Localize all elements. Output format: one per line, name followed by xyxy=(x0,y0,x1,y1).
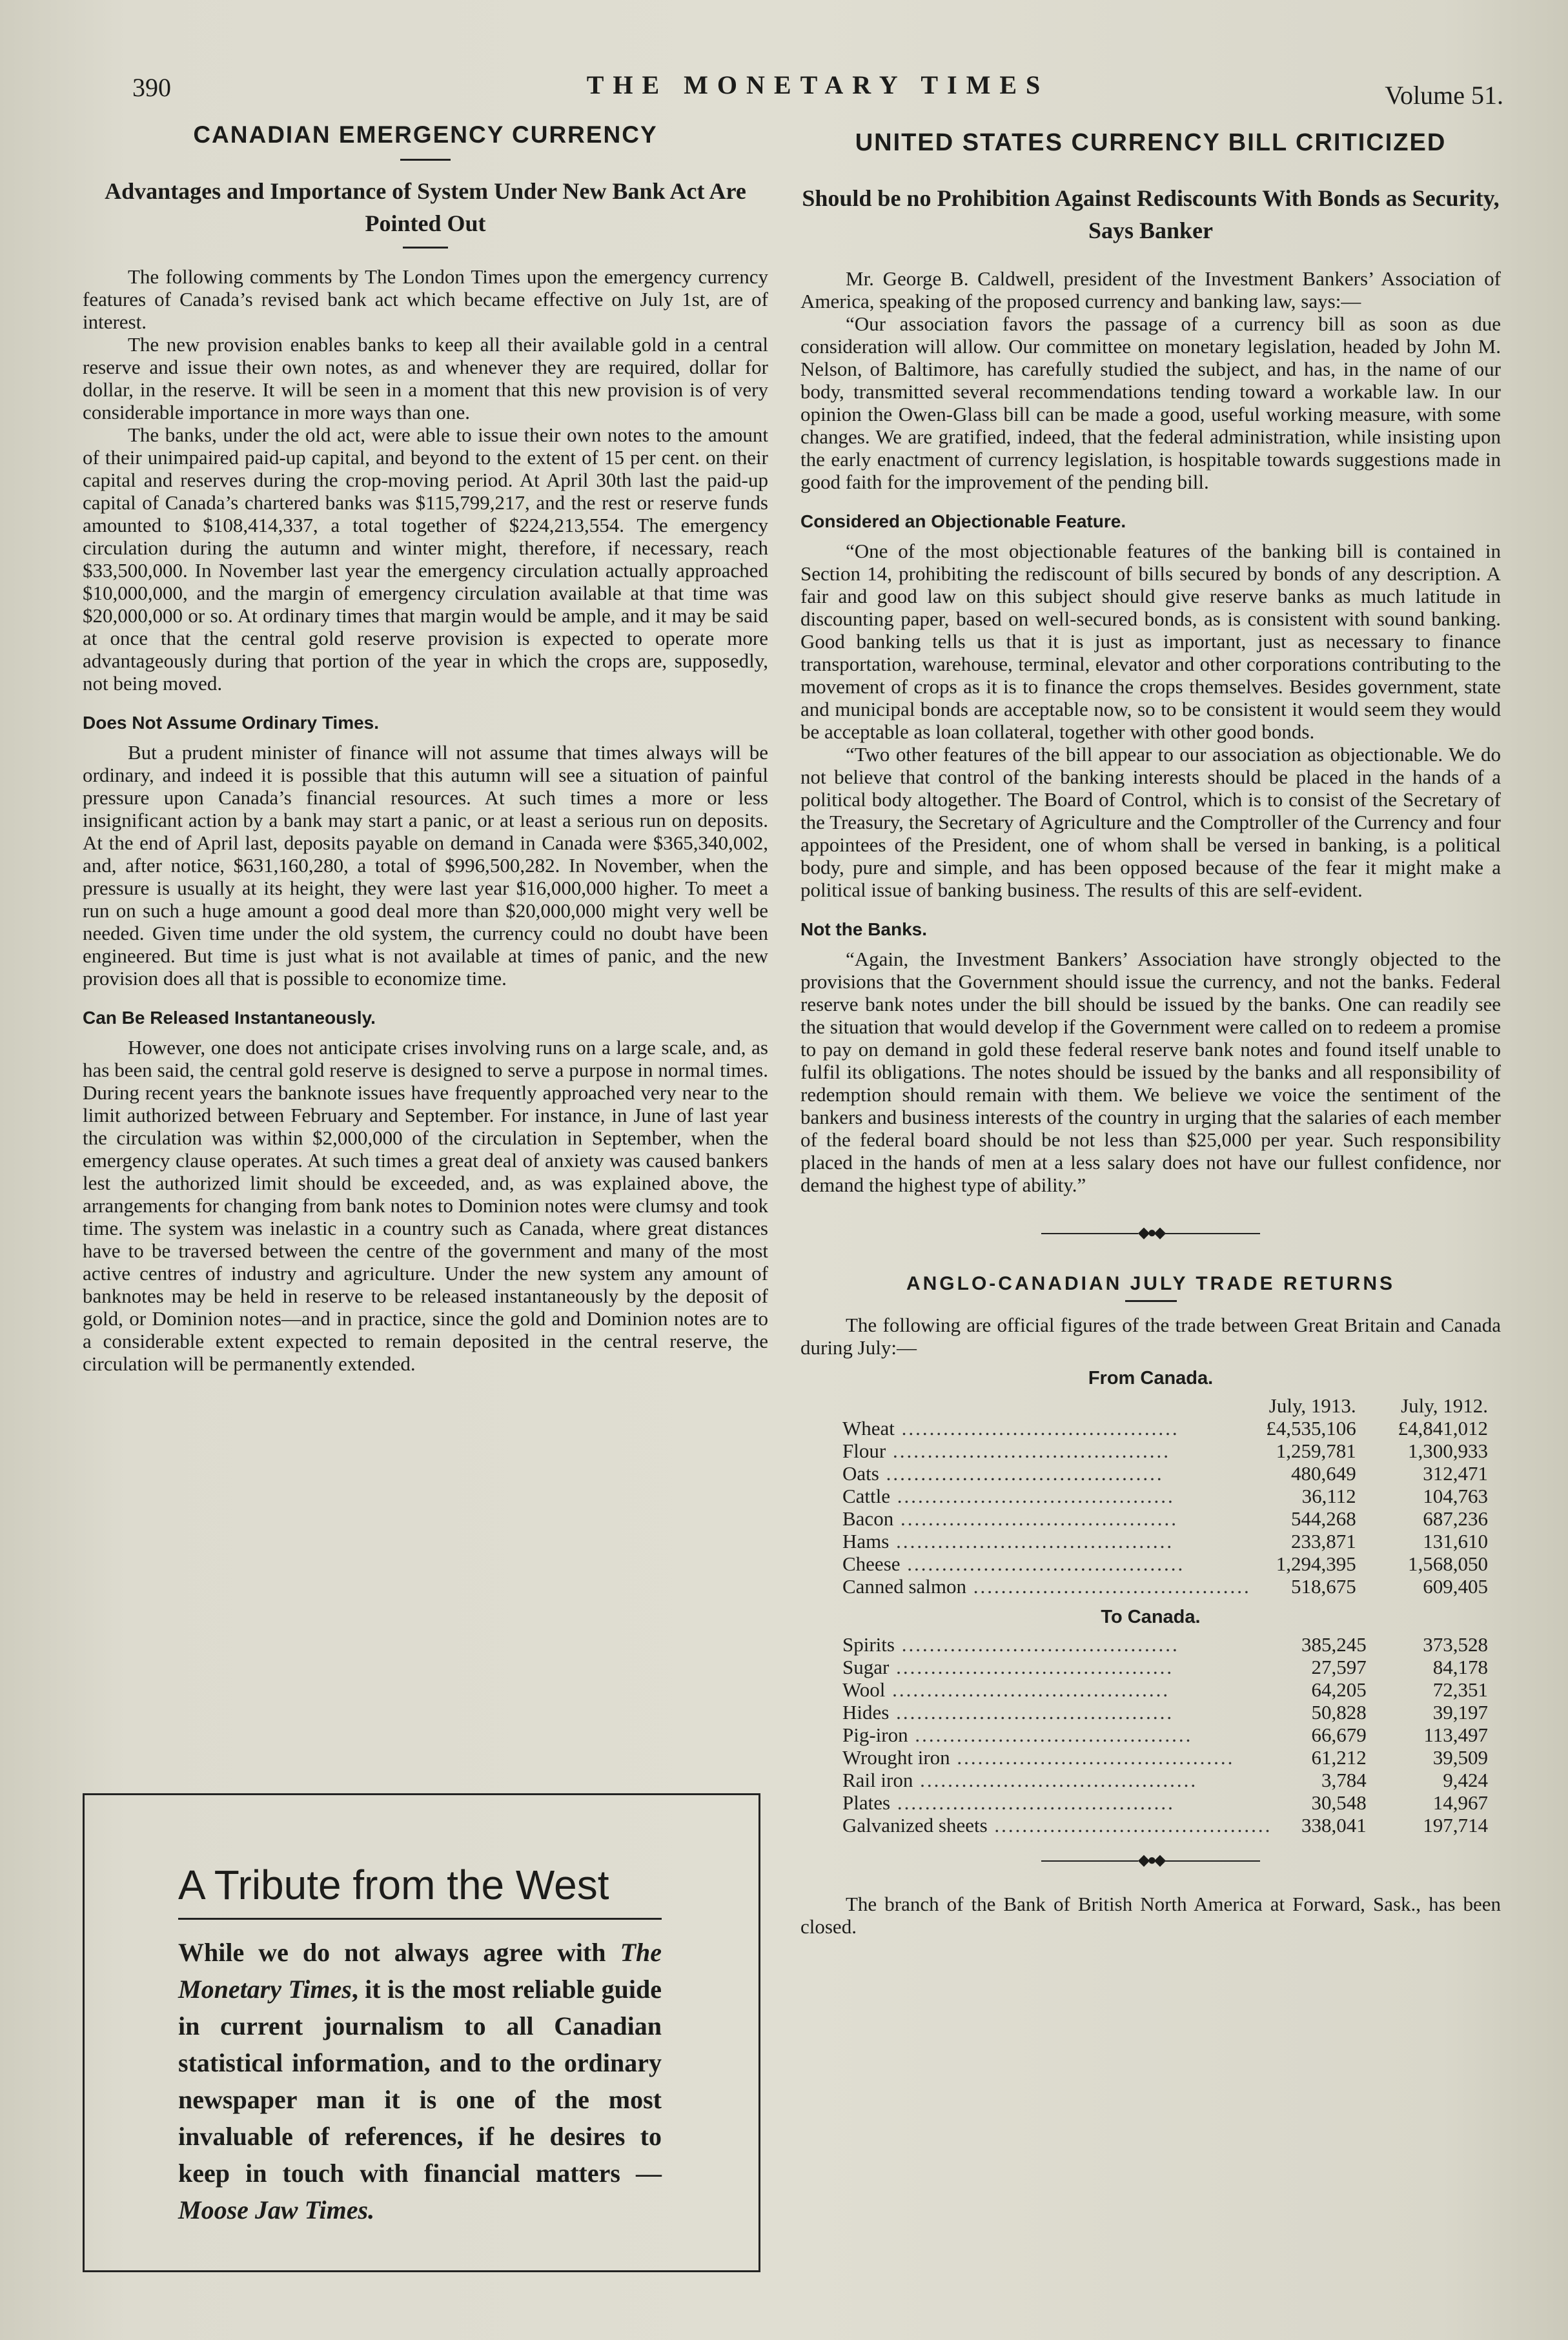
tribute-text-start: While we do not always agree with xyxy=(178,1938,620,1967)
left-column xyxy=(83,116,768,1375)
table-row: Wool ........................................ 64,205 72,351 xyxy=(842,1678,1488,1701)
tribute-box xyxy=(83,1793,760,2272)
commodity-name: Cattle xyxy=(842,1484,891,1507)
tribute-title: A Tribute from the West xyxy=(178,1862,609,1908)
tribute-text-end: , it is the most reliable guide in current journalism to all Canadian statistical information, and to the ordinary newspaper man it is one of the most invaluable of references, if he desires to keep in touch with financial matters — xyxy=(178,1975,662,2188)
tribute-source: Moose Jaw Times. xyxy=(178,2195,375,2224)
commodity-name: Cheese xyxy=(842,1552,901,1575)
value-1913: 27,597 xyxy=(1311,1655,1367,1678)
value-1912: 197,714 xyxy=(1423,1813,1488,1836)
value-1913: 518,675 xyxy=(1290,1574,1356,1598)
paragraph: The following comments by The London Times upon the emergency currency features of Canada’s revised bank act which became effective on July 1st, are of interest. xyxy=(83,265,768,333)
value-1913: 61,212 xyxy=(1311,1745,1367,1769)
table-row: Wrought iron ........................................ 61,212 39,509 xyxy=(842,1745,1488,1769)
subtitle-rule xyxy=(403,247,448,249)
value-1912: 687,236 xyxy=(1423,1507,1488,1530)
value-1912: 84,178 xyxy=(1432,1655,1488,1678)
commodity-name: Wheat xyxy=(842,1416,895,1440)
ornament-divider: ◆●◆ xyxy=(800,1851,1501,1869)
paragraph: The new provision enables banks to keep all their available gold in a central reserve and issue their own notes, as and whenever they are required, dollar for dollar, in the reserve. It will be seen in a moment that this new provision is of very considerable importance in more ways than one. xyxy=(83,332,768,423)
value-1912: 1,300,933 xyxy=(1408,1439,1488,1462)
column-header-1913: July, 1913. xyxy=(1268,1394,1356,1417)
table-row: Cattle ........................................ 36,112 104,763 xyxy=(842,1484,1488,1507)
paragraph: However, one does not anticipate crises involving runs on a large scale, and, as has been said, the central gold reserve is designed to serve a purpose in normal times. During recent years the banknote issues have frequently approached very near to the limit authorized between February and September. For instance, in June of last year the circulation was within $2,000,000 of the circulation in September, when the emergency clause operates. At such times a great deal of anxiety was caused bankers lest the authorized limit should be exceeded, and, as was explained above, the arrangements for changing from bank notes to Dominion notes were clumsy and took time. The system was inelastic in a country such as Canada, where great distances have to be traversed between the centre of the government and many of the most active centres of industry and agriculture. Under the new system any amount of banknotes may be held in reserve to be released instantaneously by the deposit of gold, or Dominion notes—and in practice, since the gold and Dominion notes are to a considerable extent expected to remain deposited in the central reserve, the circulation will be permanently extended. xyxy=(83,1035,768,1375)
title-rule xyxy=(400,159,451,161)
commodity-name: Hides xyxy=(842,1700,890,1724)
section-heading: Can Be Released Instantaneously. xyxy=(83,1007,376,1028)
paragraph: “One of the most objectionable features of the banking bill is contained in Section 14, prohibiting the rediscount of bills secured by bonds of any description. A fair and good law on this subject should give reserve banks as much latitude in discounting paper, based on well-secured bonds, as is consistent with sound banking. Good banking tells us that it is just as important, just as necessary to finance transportation, warehouse, terminal, elevator and other corporations contributing to the movement of crops as it is to finance the crops themselves. Besides government, state and municipal bonds are acceptable now, so to be consistent it would seem they would be acceptable as loan collateral, together with other good bonds. xyxy=(800,539,1501,743)
paragraph: “Our association favors the passage of a currency bill as soon as due consideration will allow. Our committee on monetary legislation, headed by John M. Nelson, of Baltimore, has carefully studied the subject, and has, in the name of our body, transmitted several recommendations tending toward a workable law. In our opinion the Owen-Glass bill can be made a good, useful working measure, with some changes. We are gratified, indeed, that the federal administration, while insisting upon the early enactment of currency legislation, is hospitable towards suggestions made in good faith for the improvement of the pending bill. xyxy=(800,312,1501,493)
table-row: Wheat ........................................ £4,535,106 £4,841,012 xyxy=(842,1416,1488,1440)
value-1912: 312,471 xyxy=(1423,1461,1488,1485)
page-header xyxy=(132,72,1503,111)
value-1912: 113,497 xyxy=(1423,1723,1488,1746)
value-1913: 544,268 xyxy=(1290,1507,1356,1530)
left-article-subtitle: Advantages and Importance of System Under New Bank Act Are Pointed Out xyxy=(105,178,746,237)
commodity-name: Plates xyxy=(842,1791,891,1814)
commodity-name: Bacon xyxy=(842,1507,894,1530)
table-row: Pig-iron ........................................ 66,679 113,497 xyxy=(842,1723,1488,1746)
value-1913: 3,784 xyxy=(1321,1768,1367,1791)
paragraph: “Two other features of the bill appear to our association as objectionable. We do not believe that control of the banking interests should be placed in the hands of a political body altogether. The Board of Control, which is to consist of the Secretary of the Treasury, the Secretary of Agriculture and the Comptroller of the Currency and four appointees of the President, one of whom shall be versed in banking, is a political body, pure and simple, and has been opposed because of the fear it might make a political issue of banking business. The results of this are self-evident. xyxy=(800,742,1501,901)
table-header-row xyxy=(842,1394,1488,1417)
from-canada-heading: From Canada. xyxy=(1088,1367,1214,1389)
masthead: THE MONETARY TIMES xyxy=(586,70,1050,99)
value-1912: 1,568,050 xyxy=(1408,1552,1488,1575)
commodity-name: Flour xyxy=(842,1439,886,1462)
commodity-name: Wool xyxy=(842,1678,886,1701)
table-row: Sugar ........................................ 27,597 84,178 xyxy=(842,1655,1488,1678)
commodity-name: Pig-iron xyxy=(842,1723,908,1746)
commodity-name: Rail iron xyxy=(842,1768,913,1791)
right-article-title: UNITED STATES CURRENCY BILL CRITICIZED xyxy=(855,129,1447,156)
value-1913: 1,259,781 xyxy=(1276,1439,1356,1462)
value-1913: 1,294,395 xyxy=(1276,1552,1356,1575)
value-1912: £4,841,012 xyxy=(1398,1416,1488,1440)
value-1912: 72,351 xyxy=(1432,1678,1488,1701)
value-1913: 50,828 xyxy=(1311,1700,1367,1724)
table-row: Canned salmon ........................................ 518,675 609,405 xyxy=(842,1574,1488,1598)
value-1912: 131,610 xyxy=(1423,1529,1488,1552)
right-column xyxy=(800,116,1501,1938)
paragraph: But a prudent minister of finance will not assume that times always will be ordinary, and indeed it is possible that this autumn will see a situation of painful pressure upon Canada’s financial resources. At such times a more or less insignificant action by a bank may start a panic, or at least a serious run on deposits. At the end of April last, deposits payable on demand in Canada were $365,340,002, and, after notice, $631,160,280, a total of $996,500,282. In November, when the pressure is usually at its height, they were last year $16,000,000 higher. To meet a run on such a huge amount a good deal more than $20,000,000 might very well be needed. Given time under the old system, the currency could no doubt have been engineered. But time is just what is not available at times of panic, and the new provision does all that is possible to economize time. xyxy=(83,740,768,990)
value-1912: 14,967 xyxy=(1432,1791,1488,1814)
commodity-name: Canned salmon xyxy=(842,1574,966,1598)
value-1912: 39,197 xyxy=(1432,1700,1488,1724)
paragraph: “Again, the Investment Bankers’ Association have strongly objected to the provisions that the Government should issue the currency, and not the banks. Federal reserve bank notes under the bill should be issued by the banks. One can readily see the situation that would develop if the Government were called on to redeem a promise to pay on demand in gold these federal reserve bank notes and found itself unable to fulfil its obligations. The notes should be issued by the banks and all responsibility of redemption should remain with them. We believe we voice the sentiment of the bankers and business interests of the country in urging that the salaries of each member of the federal board should be not less than $25,000 per year. Such responsibility placed in the hands of men at a less salary does not have our fullest confidence, nor demand the highest type of ability.” xyxy=(800,947,1501,1196)
paragraph: Mr. George B. Caldwell, president of the Investment Bankers’ Association of America, speaking of the proposed currency and banking law, says:— xyxy=(800,267,1501,312)
value-1912: 9,424 xyxy=(1443,1768,1488,1791)
commodity-name: Oats xyxy=(842,1461,879,1485)
value-1912: 39,509 xyxy=(1432,1745,1488,1769)
table-row: Oats ........................................ 480,649 312,471 xyxy=(842,1461,1488,1485)
commodity-name: Wrought iron xyxy=(842,1745,950,1769)
commodity-name: Hams xyxy=(842,1529,890,1552)
value-1913: 36,112 xyxy=(1301,1484,1356,1507)
section-heading: Not the Banks. xyxy=(800,919,928,939)
table-row: Flour ........................................ 1,259,781 1,300,933 xyxy=(842,1439,1488,1462)
trade-article xyxy=(800,1273,1501,1836)
value-1912: 373,528 xyxy=(1423,1633,1488,1656)
commodity-name: Spirits xyxy=(842,1633,895,1656)
trade-intro: The following are official figures of the trade between Great Britain and Canada during July:— xyxy=(800,1313,1501,1359)
table-row: Hides ........................................ 50,828 39,197 xyxy=(842,1700,1488,1724)
section-heading: Does Not Assume Ordinary Times. xyxy=(83,712,380,733)
table-row: Cheese ........................................ 1,294,395 1,568,050 xyxy=(842,1552,1488,1575)
value-1913: 338,041 xyxy=(1301,1813,1367,1836)
table-row: Bacon ........................................ 544,268 687,236 xyxy=(842,1507,1488,1530)
value-1913: 480,649 xyxy=(1290,1461,1356,1485)
volume-label: Volume 51. xyxy=(1385,81,1503,110)
commodity-name: Sugar xyxy=(842,1655,890,1678)
trade-title-rule xyxy=(1125,1300,1177,1302)
table-row: Plates ........................................ 30,548 14,967 xyxy=(842,1791,1488,1814)
table-row: Spirits ........................................ 385,245 373,528 xyxy=(842,1633,1488,1656)
value-1912: 609,405 xyxy=(1423,1574,1488,1598)
to-canada-table xyxy=(842,1633,1488,1836)
from-canada-table xyxy=(842,1394,1488,1598)
right-article-subtitle: Should be no Prohibition Against Rediscounts With Bonds as Security, Says Banker xyxy=(802,185,1500,244)
value-1913: 66,679 xyxy=(1311,1723,1367,1746)
section-heading: Considered an Objectionable Feature. xyxy=(800,511,1126,531)
left-article-title: CANADIAN EMERGENCY CURRENCY xyxy=(193,121,658,148)
tribute-publication: The Monetary Times xyxy=(178,1938,662,2004)
value-1913: 30,548 xyxy=(1311,1791,1367,1814)
value-1913: 64,205 xyxy=(1311,1678,1367,1701)
value-1913: £4,535,106 xyxy=(1266,1416,1356,1440)
tribute-rule xyxy=(178,1918,662,1920)
page-number: 390 xyxy=(132,73,171,102)
commodity-name: Galvanized sheets xyxy=(842,1813,988,1836)
value-1912: 104,763 xyxy=(1423,1484,1488,1507)
tribute-text xyxy=(178,1934,662,2228)
table-row: Rail iron ........................................ 3,784 9,424 xyxy=(842,1768,1488,1791)
final-note: The branch of the Bank of British North America at Forward, Sask., has been closed. xyxy=(800,1892,1501,1938)
value-1913: 233,871 xyxy=(1290,1529,1356,1552)
trade-article-title: ANGLO-CANADIAN JULY TRADE RETURNS xyxy=(906,1272,1396,1294)
table-row: Hams ........................................ 233,871 131,610 xyxy=(842,1529,1488,1552)
value-1913: 385,245 xyxy=(1301,1633,1367,1656)
ornament-divider: ◆●◆ xyxy=(800,1223,1501,1242)
table-row: Galvanized sheets ........................................ 338,041 197,714 xyxy=(842,1813,1488,1836)
column-header-1912: July, 1912. xyxy=(1401,1394,1488,1417)
to-canada-heading: To Canada. xyxy=(1101,1606,1201,1627)
paragraph: The banks, under the old act, were able to issue their own notes to the amount of their unimpaired paid-up capital, and beyond to the extent of 15 per cent. on their capital and reserves during the crop-moving period. At April 30th last the paid-up capital of Canada’s chartered banks was $115,799,217, and the rest or reserve funds amounted to $108,414,337, a total together of $224,213,554. The emergency circulation during the autumn and winter might, therefore, if necessary, reach $33,500,000. In November last year the emergency circulation actually approached $10,000,000, and the margin of emergency circulation available at that time was $20,000,000 or so. At ordinary times that margin would be ample, and it may be said at once that the central gold reserve provision is expected to operate more advantageously during that portion of the year in which the crops are, supposedly, not being moved. xyxy=(83,423,768,695)
